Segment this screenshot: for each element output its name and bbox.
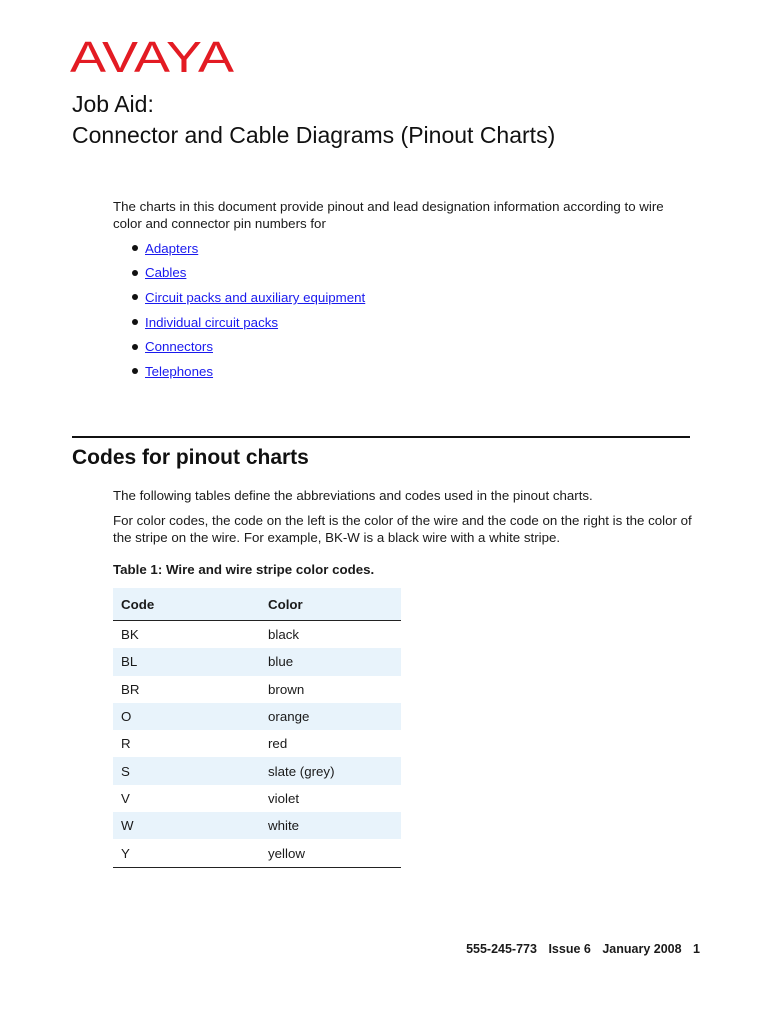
bullet-icon xyxy=(132,245,138,251)
intro-paragraph: The charts in this document provide pinout and lead designation information according to wire color and connector pin numbers for xyxy=(113,199,664,231)
table-row xyxy=(113,730,401,757)
avaya-logo-mark xyxy=(70,32,236,84)
code-cell: W xyxy=(113,812,260,839)
topic-link-list xyxy=(113,236,365,384)
code-cell: O xyxy=(113,703,260,730)
bullet-icon xyxy=(132,294,138,300)
title-line-1: Job Aid: xyxy=(72,91,154,117)
table-row xyxy=(113,839,401,867)
section-divider xyxy=(72,436,690,438)
footer-issue: Issue 6 xyxy=(548,942,591,956)
color-cell: yellow xyxy=(260,839,401,867)
table-row xyxy=(113,785,401,812)
footer-doc-number: 555-245-773 xyxy=(466,942,537,956)
list-item xyxy=(113,359,365,384)
header-code: Code xyxy=(113,588,260,621)
bullet-icon xyxy=(132,368,138,374)
svg-text:AVAYA: AVAYA xyxy=(70,33,235,82)
bullet-icon xyxy=(132,319,138,325)
footer-page-number: 1 xyxy=(693,942,700,956)
section-heading: Codes for pinout charts xyxy=(72,446,309,469)
list-item xyxy=(113,261,365,286)
link-adapters[interactable]: Adapters xyxy=(145,240,199,256)
page-title xyxy=(72,89,555,151)
avaya-logo xyxy=(70,32,236,89)
bullet-icon xyxy=(132,344,138,350)
link-telephones[interactable]: Telephones xyxy=(145,363,214,379)
color-code-table xyxy=(113,588,401,868)
color-cell: red xyxy=(268,736,288,752)
bullet-icon xyxy=(132,270,138,276)
table-row xyxy=(113,676,401,703)
list-item xyxy=(113,334,365,359)
page-footer xyxy=(458,942,700,956)
table-caption: Table 1: Wire and wire stripe color codes. xyxy=(113,562,375,577)
list-item xyxy=(113,285,365,310)
color-cell: violet xyxy=(268,790,300,806)
link-connectors[interactable]: Connectors xyxy=(145,339,213,355)
color-cell: brown xyxy=(268,681,305,697)
section-paragraph-1: The following tables define the abbreviations and codes used in the pinout charts. xyxy=(113,488,593,503)
header-color: Color xyxy=(260,588,401,621)
code-cell: BR xyxy=(121,681,140,697)
table-row xyxy=(113,703,401,730)
list-item xyxy=(113,236,365,261)
link-individual-circuit-packs[interactable]: Individual circuit packs xyxy=(145,314,279,330)
table-row xyxy=(113,812,401,839)
table-row xyxy=(113,621,401,649)
color-cell: blue xyxy=(260,648,401,675)
footer-date: January 2008 xyxy=(602,942,682,956)
list-item xyxy=(113,310,365,335)
link-circuit-packs-auxiliary[interactable]: Circuit packs and auxiliary equipment xyxy=(145,289,366,305)
code-cell: BK xyxy=(121,627,139,643)
section-paragraph-2: For color codes, the code on the left is the color of the wire and the code on the right is the color of the stripe on the wire. For example, BK-W is a black wire with a white stripe. xyxy=(113,513,692,545)
link-cables[interactable]: Cables xyxy=(145,265,187,281)
table-row xyxy=(113,648,401,675)
color-cell: slate (grey) xyxy=(260,757,401,784)
table-row xyxy=(113,757,401,784)
code-cell: Y xyxy=(113,839,260,867)
table-header-row xyxy=(113,588,401,621)
code-cell: BL xyxy=(113,648,260,675)
color-cell: orange xyxy=(260,703,401,730)
title-line-2: Connector and Cable Diagrams (Pinout Charts) xyxy=(72,122,556,148)
code-cell: R xyxy=(121,736,131,752)
code-cell: S xyxy=(113,757,260,784)
color-cell: black xyxy=(268,627,300,643)
code-cell: V xyxy=(121,790,130,806)
color-cell: white xyxy=(260,812,401,839)
